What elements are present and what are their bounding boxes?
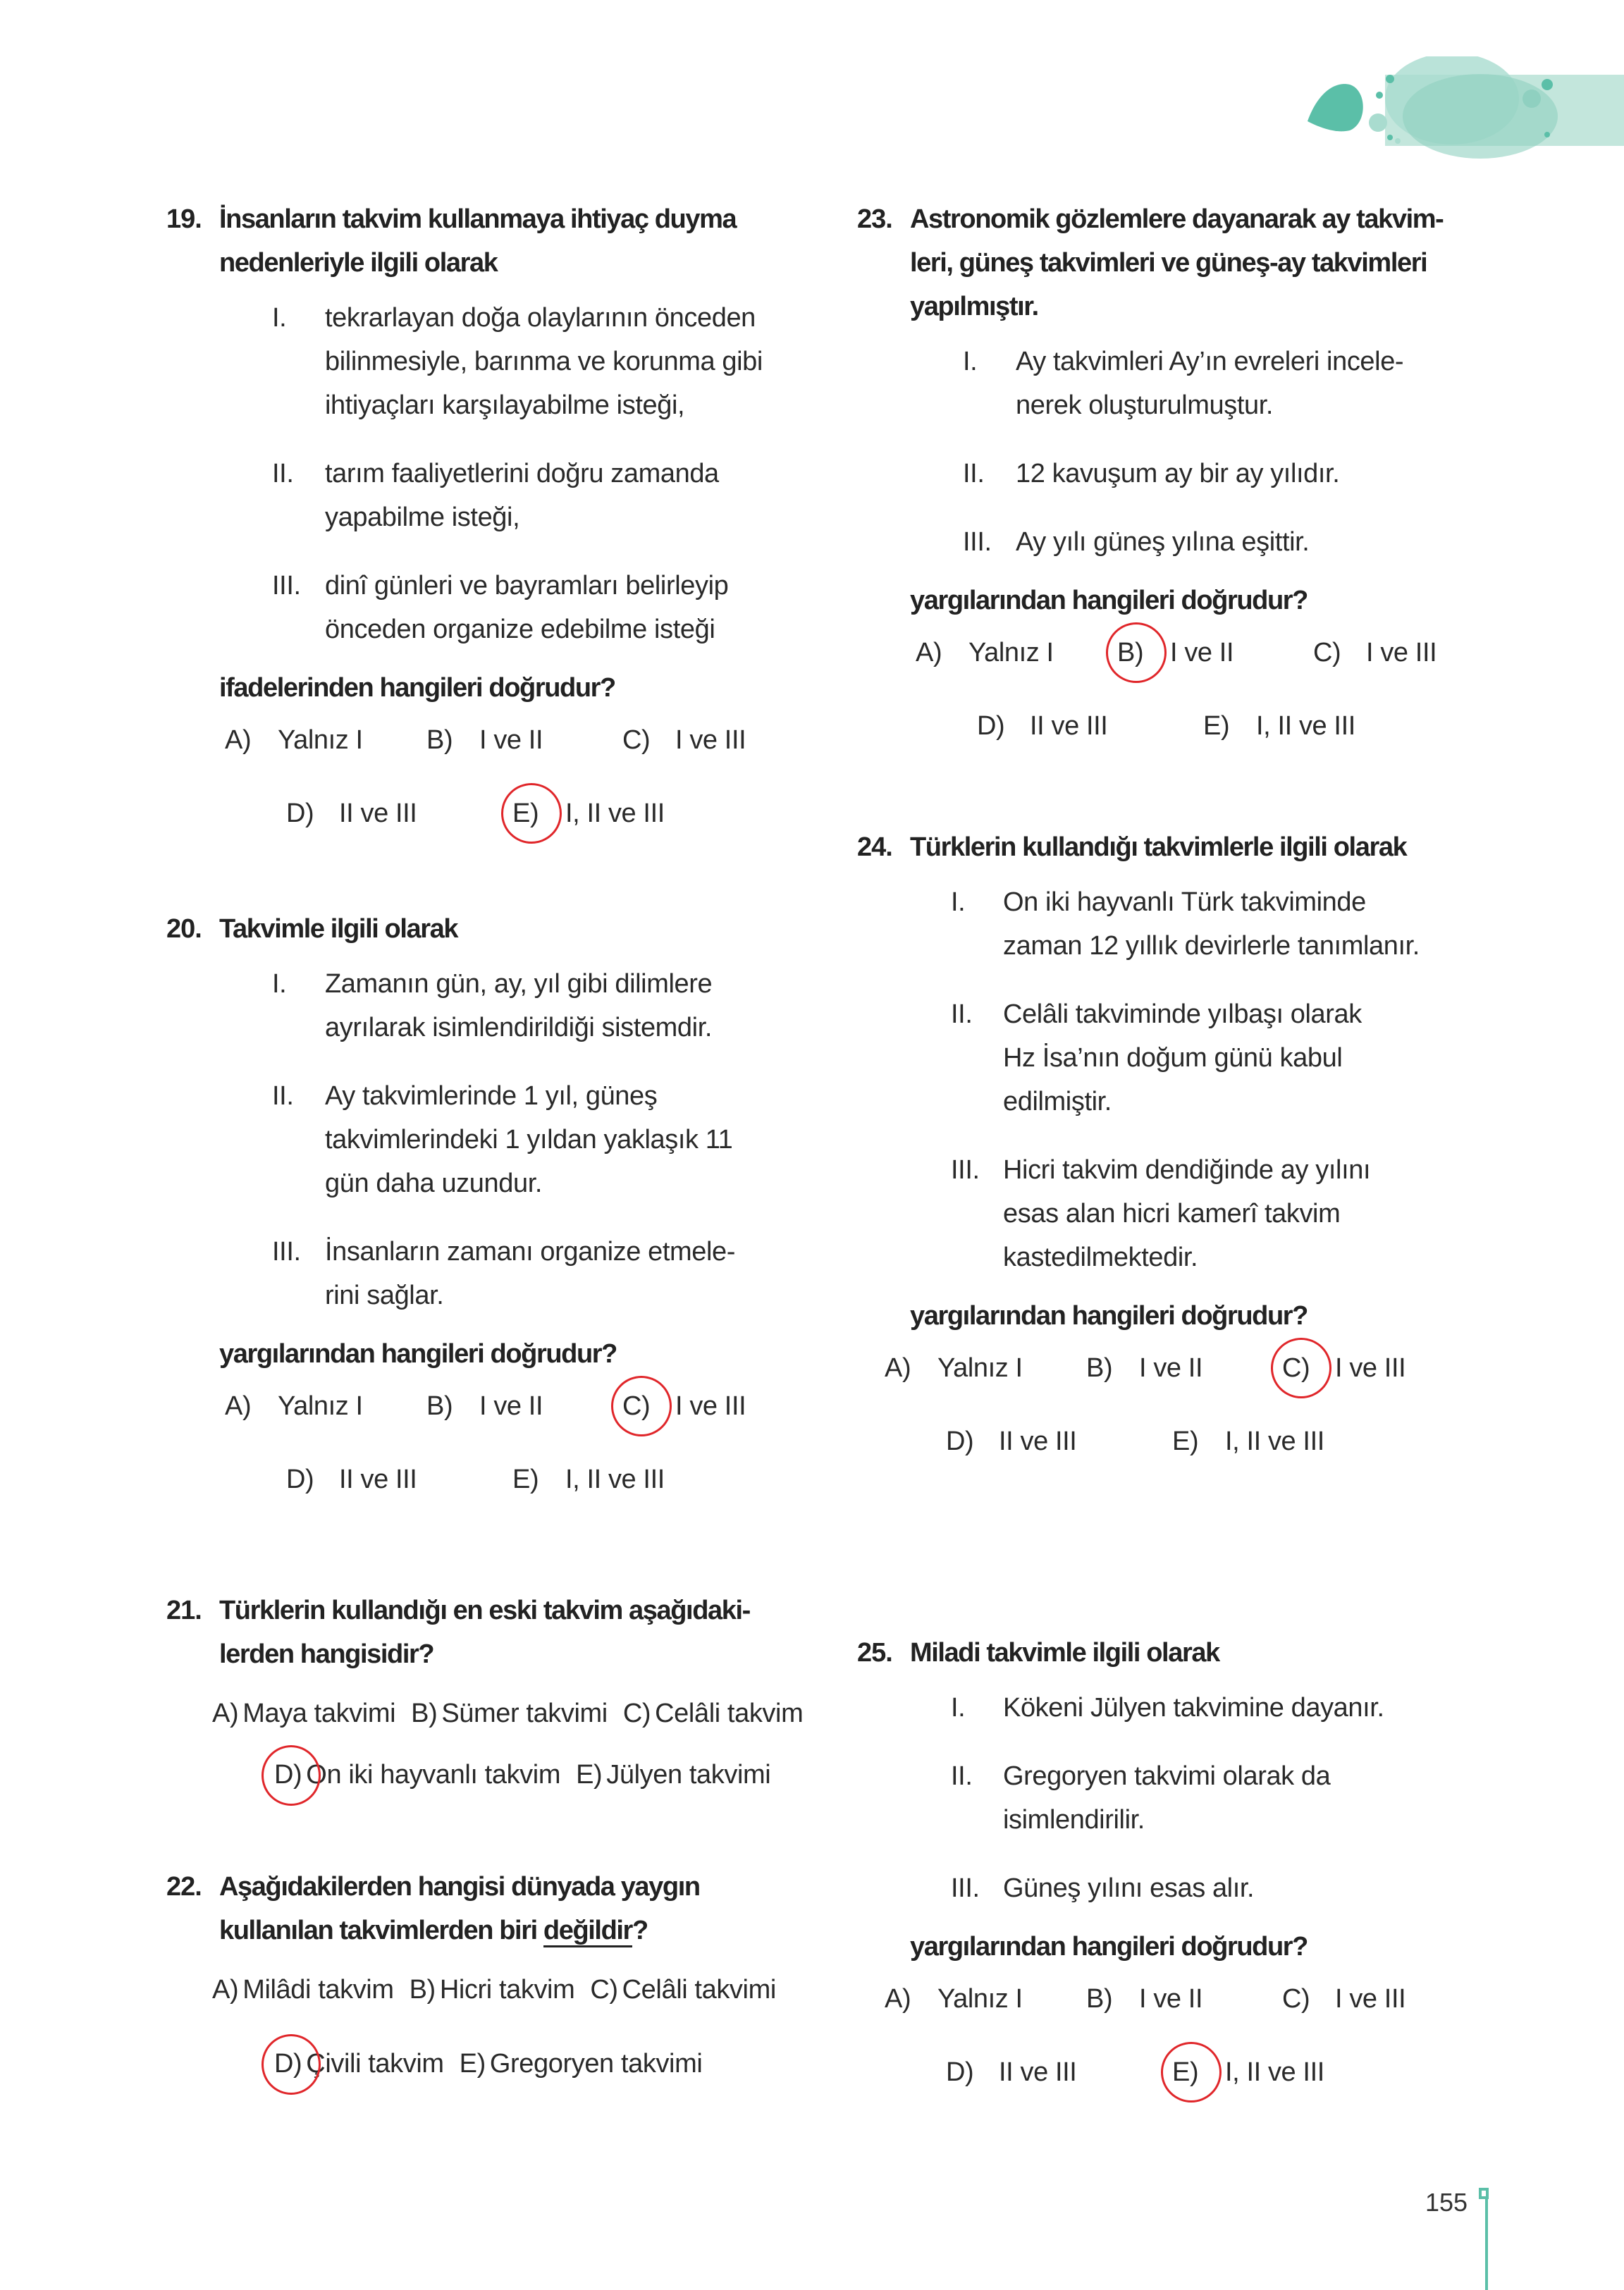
option-label: C) (1313, 638, 1341, 667)
statement-item (219, 452, 843, 539)
page-number-bracket (1485, 2191, 1488, 2290)
statement-text (1003, 1148, 1534, 1279)
statement-line: 12 kavuşum ay bir ay yılıdır. (1016, 459, 1340, 488)
answer-option-b[interactable] (1117, 631, 1234, 675)
statement-item (910, 1866, 1534, 1910)
statement-line: kastedilmektedir. (1003, 1243, 1198, 1272)
statement-line: edilmiştir. (1003, 1087, 1112, 1116)
statement-numeral: II. (951, 1761, 973, 1791)
statement-numeral: III. (951, 1873, 980, 1903)
option-value: I, II ve III (1256, 711, 1355, 741)
answer-option-c[interactable] (623, 1699, 803, 1728)
question-stem-line (219, 241, 843, 285)
statement-line: yapabilme isteği, (325, 503, 520, 532)
option-label: E) (1203, 711, 1230, 741)
answer-option-a[interactable] (885, 1977, 1023, 2021)
statement-numeral: III. (951, 1155, 980, 1185)
statement-line: İnsanların zamanı organize etmele- (325, 1237, 736, 1267)
answer-option-d[interactable] (946, 2050, 1076, 2094)
answer-option-d[interactable] (286, 792, 417, 835)
option-label: B) (411, 1699, 438, 1728)
option-value: I, II ve III (565, 1465, 665, 1494)
statement-list (910, 880, 1534, 1279)
statement-text (1016, 520, 1534, 564)
question-stem-line (219, 197, 843, 241)
page-number: 155 (1425, 2188, 1468, 2217)
statement-text (1003, 880, 1534, 968)
question-25 (857, 1631, 1534, 2125)
underlined-negation: değildir (543, 1916, 632, 1947)
statement-numeral: I. (272, 969, 287, 999)
option-value: Jülyen takvimi (606, 1760, 771, 1790)
question-stem-text: Miladi takvimle ilgili olarak (910, 1638, 1219, 1668)
option-value: I ve II (1139, 1984, 1203, 2014)
statement-text (325, 962, 843, 1049)
statement-line: isimlendirilir. (1003, 1805, 1145, 1835)
question-stem-line (219, 1909, 843, 1952)
statement-line: Ay yılı güneş yılına eşittir. (1016, 527, 1310, 557)
statement-numeral: III. (272, 1237, 301, 1267)
answer-option-c[interactable] (1282, 1346, 1405, 1390)
statement-line: Güneş yılını esas alır. (1003, 1873, 1255, 1903)
statement-list (219, 296, 843, 651)
question-stem-line (219, 1589, 843, 1632)
statement-item (910, 520, 1534, 564)
statement-list (910, 1686, 1534, 1910)
answer-option-c[interactable] (1313, 631, 1437, 675)
question-body (219, 907, 843, 1532)
page-number-bracket-cap (1479, 2188, 1489, 2199)
option-label: D) (274, 2042, 302, 2086)
answer-option-e[interactable] (512, 792, 665, 835)
question-body (910, 197, 1534, 779)
option-value: Gregoryen takvimi (489, 2049, 703, 2079)
answer-option-d[interactable] (977, 704, 1107, 748)
option-value: Celâli takvimi (622, 1975, 776, 2005)
option-label: C) (622, 725, 651, 755)
option-label: A) (916, 638, 942, 667)
option-value: II ve III (999, 2057, 1077, 2087)
question-number: 24. (857, 832, 892, 862)
question-stem-line (910, 197, 1534, 241)
statement-numeral: III. (272, 571, 301, 601)
option-label: C) (1282, 1346, 1335, 1390)
statement-line: Hz İsa’nın doğum günü kabul (1003, 1043, 1343, 1073)
question-body (219, 197, 843, 866)
answer-option-b[interactable] (426, 1384, 543, 1428)
question-stem-line (910, 1631, 1534, 1675)
option-value: Hicri takvim (439, 1975, 575, 2005)
option-label: A) (212, 1699, 239, 1728)
question-stem-text: Türklerin kullandığı en eski takvim aşağıdaki- (219, 1596, 750, 1625)
statement-item (910, 880, 1534, 968)
option-label: A) (885, 1984, 911, 2014)
question-prompt: yargılarından hangileri doğrudur? (910, 586, 1308, 615)
statement-line: On iki hayvanlı Türk takviminde (1003, 887, 1366, 917)
option-value: Milâdi takvim (242, 1975, 394, 2005)
answer-option-a[interactable] (225, 718, 363, 762)
statement-text (325, 564, 843, 651)
statement-line: dinî günleri ve bayramları belirleyip (325, 571, 729, 601)
statement-item (910, 452, 1534, 495)
question-stem-text: Takvimle ilgili olarak (219, 914, 458, 944)
option-value: I, II ve III (1225, 1427, 1324, 1456)
question-stem-line (219, 1632, 843, 1676)
option-value: II ve III (1030, 711, 1108, 741)
question-stem-text: kullanılan takvimlerden biri (219, 1916, 543, 1945)
statement-line: Kökeni Jülyen takvimine dayanır. (1003, 1693, 1384, 1723)
statement-numeral: II. (963, 459, 985, 488)
statement-numeral: I. (951, 887, 966, 917)
option-value: On iki hayvanlı takvim (306, 1760, 561, 1790)
option-label: A) (212, 1975, 239, 2005)
question-number: 19. (166, 204, 202, 234)
question-19 (166, 197, 843, 866)
option-value: Yalnız I (937, 1984, 1023, 2014)
option-label: E) (512, 1465, 539, 1494)
question-number: 21. (166, 1596, 202, 1625)
option-label: B) (426, 725, 453, 755)
option-value: I ve II (1170, 638, 1234, 667)
question-stem-text: leri, güneş takvimleri ve güneş-ay takvimleri (910, 248, 1427, 278)
statement-numeral: II. (951, 999, 973, 1029)
statement-line: Zamanın gün, ay, yıl gibi dilimlere (325, 969, 713, 999)
question-prompt: yargılarından hangileri doğrudur? (910, 1932, 1308, 1962)
option-value: I ve III (1366, 638, 1437, 667)
option-label: E) (512, 792, 565, 835)
option-label: B) (1086, 1353, 1113, 1383)
statement-line: nerek oluşturulmuştur. (1016, 390, 1274, 420)
statement-text (325, 452, 843, 539)
option-value: Celâli takvim (655, 1699, 804, 1728)
question-stem-text: Türklerin kullandığı takvimlerle ilgili olarak (910, 832, 1407, 862)
question-21 (166, 1589, 843, 1826)
answer-option-a[interactable] (212, 1975, 394, 2005)
option-value: Maya takvimi (242, 1699, 396, 1728)
question-20 (166, 907, 843, 1532)
question-prompt: yargılarından hangileri doğrudur? (219, 1339, 617, 1369)
question-stem-line (219, 907, 843, 951)
option-value: II ve III (999, 1427, 1077, 1456)
statement-line: Gregoryen takvimi olarak da (1003, 1761, 1331, 1791)
answer-option-b[interactable] (411, 1699, 608, 1728)
answer-options (885, 1346, 1534, 1494)
statement-line: Hicri takvim dendiğinde ay yılını (1003, 1155, 1371, 1185)
option-label: C) (590, 1975, 618, 2005)
option-label: A) (225, 725, 252, 755)
question-stem-line (910, 241, 1534, 285)
statement-line: bilinmesiyle, barınma ve korunma gibi (325, 347, 763, 376)
statement-text (325, 1230, 843, 1317)
question-number: 23. (857, 204, 892, 234)
question-stem-line (910, 825, 1534, 869)
question-body (885, 1631, 1534, 2125)
statement-item (219, 962, 843, 1049)
option-label: E) (459, 2049, 486, 2079)
option-value: I, II ve III (1225, 2057, 1324, 2087)
question-stem-text: Aşağıdakilerden hangisi dünyada yaygın (219, 1872, 700, 1902)
option-label: D) (274, 1753, 302, 1797)
answer-option-d[interactable] (274, 1760, 560, 1790)
statement-text (1003, 992, 1534, 1124)
option-label: B) (426, 1391, 453, 1421)
question-23 (857, 197, 1534, 779)
options-row (212, 1692, 818, 1735)
statement-item (910, 992, 1534, 1124)
answer-option-a[interactable] (916, 631, 1054, 675)
answer-option-d[interactable] (286, 1458, 417, 1501)
option-value: Yalnız I (937, 1353, 1023, 1383)
option-value: Yalnız I (968, 638, 1054, 667)
option-value: I ve III (1335, 1984, 1406, 2014)
answer-option-a[interactable] (212, 1699, 395, 1728)
question-stem-line (219, 1865, 843, 1909)
answer-option-e[interactable] (1172, 2050, 1324, 2094)
statement-text (1003, 1866, 1534, 1910)
statement-line: Celâli takviminde yılbaşı olarak (1003, 999, 1362, 1029)
option-label: E) (1172, 1427, 1199, 1456)
question-mark: ? (632, 1916, 648, 1945)
option-value: Çivili takvim (306, 2049, 444, 2079)
option-value: Yalnız I (278, 725, 363, 755)
answer-options (910, 631, 1534, 779)
statement-text (1016, 452, 1534, 495)
decorative-leaf-banner (1269, 56, 1624, 162)
statement-line: esas alan hicri kamerî takvim (1003, 1199, 1341, 1229)
option-label: C) (1282, 1984, 1310, 2014)
question-body (212, 1865, 843, 2102)
statement-item (910, 1148, 1534, 1279)
answer-option-c[interactable] (622, 1384, 746, 1428)
statement-item (219, 296, 843, 427)
statement-line: tarım faaliyetlerini doğru zamanda (325, 459, 719, 488)
question-body (212, 1589, 843, 1826)
option-value: I ve II (479, 1391, 543, 1421)
option-value: I ve II (1139, 1353, 1203, 1383)
statement-list (910, 340, 1534, 564)
option-label: D) (946, 1427, 974, 1456)
option-label: A) (885, 1353, 911, 1383)
option-label: E) (576, 1760, 603, 1790)
answer-option-b[interactable] (426, 718, 543, 762)
option-label: B) (1117, 631, 1170, 675)
answer-option-b[interactable] (1086, 1977, 1202, 2021)
option-label: D) (946, 2057, 974, 2087)
statement-line: rini sağlar. (325, 1281, 444, 1310)
answer-option-e[interactable] (512, 1458, 665, 1501)
question-22 (166, 1865, 843, 2102)
statement-item (910, 1754, 1534, 1842)
answer-option-c[interactable] (622, 718, 746, 762)
statement-text (325, 1074, 843, 1205)
answer-option-b[interactable] (410, 1975, 575, 2005)
option-value: II ve III (339, 799, 417, 828)
question-stem-text: İnsanların takvim kullanmaya ihtiyaç duyma (219, 204, 737, 234)
option-value: I ve III (675, 1391, 746, 1421)
statement-list (219, 962, 843, 1317)
statement-numeral: II. (272, 459, 294, 488)
statement-line: ayrılarak isimlendirildiği sistemdir. (325, 1013, 713, 1042)
answer-option-c[interactable] (1282, 1977, 1405, 2021)
question-number: 20. (166, 914, 202, 944)
question-stem-text: nedenleriyle ilgili olarak (219, 248, 498, 278)
option-label: D) (286, 799, 314, 828)
answer-options (885, 1977, 1534, 2125)
answer-option-e[interactable] (1172, 1420, 1324, 1463)
question-number: 25. (857, 1638, 892, 1668)
statement-text (325, 296, 843, 427)
statement-numeral: I. (272, 303, 287, 333)
statement-line: takvimlerindeki 1 yıldan yaklaşık 11 (325, 1125, 733, 1155)
question-stem-text: Astronomik gözlemlere dayanarak ay takvim- (910, 204, 1444, 234)
statement-item (910, 1686, 1534, 1730)
answer-option-c[interactable] (590, 1975, 776, 2005)
option-value: Yalnız I (278, 1391, 363, 1421)
answer-options (219, 1384, 843, 1532)
question-stem-text: lerden hangisidir? (219, 1639, 434, 1669)
answer-options (212, 1692, 843, 1826)
option-value: I ve II (479, 725, 543, 755)
statement-numeral: II. (272, 1081, 294, 1111)
question-stem-text: yapılmıştır. (910, 292, 1038, 321)
answer-options (219, 718, 843, 866)
options-row (274, 1753, 786, 1797)
statement-text (1003, 1754, 1534, 1842)
statement-numeral: III. (963, 527, 992, 557)
options-row (212, 1968, 792, 2012)
option-label: E) (1172, 2050, 1225, 2094)
option-label: D) (977, 711, 1005, 741)
statement-numeral: I. (951, 1693, 966, 1723)
statement-text (1003, 1686, 1534, 1730)
statement-numeral: I. (963, 347, 978, 376)
option-value: I ve III (675, 725, 746, 755)
option-value: Sümer takvimi (441, 1699, 608, 1728)
answer-option-e[interactable] (576, 1760, 770, 1790)
statement-text (1016, 340, 1534, 427)
statement-line: tekrarlayan doğa olaylarının önceden (325, 303, 756, 333)
statement-item (910, 340, 1534, 427)
answer-option-d[interactable] (274, 2049, 444, 2079)
option-label: D) (286, 1465, 314, 1494)
statement-line: önceden organize edebilme isteği (325, 615, 715, 644)
question-prompt: ifadelerinden hangileri doğrudur? (219, 673, 615, 703)
statement-line: Ay takvimlerinde 1 yıl, güneş (325, 1081, 658, 1111)
statement-item (219, 1230, 843, 1317)
option-label: B) (1086, 1984, 1113, 2014)
question-24 (857, 825, 1534, 1494)
question-number: 22. (166, 1872, 202, 1902)
option-label: C) (622, 1384, 675, 1428)
question-prompt: yargılarından hangileri doğrudur? (910, 1301, 1308, 1331)
answer-option-d[interactable] (946, 1420, 1076, 1463)
answer-option-a[interactable] (225, 1384, 363, 1428)
answer-option-e[interactable] (460, 2049, 703, 2079)
statement-line: Ay takvimleri Ay’ın evreleri incele- (1016, 347, 1404, 376)
option-value: II ve III (339, 1465, 417, 1494)
option-value: I, II ve III (565, 799, 665, 828)
answer-option-b[interactable] (1086, 1346, 1202, 1390)
statement-line: gün daha uzundur. (325, 1169, 543, 1198)
question-body (885, 825, 1534, 1494)
options-row (274, 2042, 718, 2086)
option-label: A) (225, 1391, 252, 1421)
answer-options (212, 1968, 843, 2102)
option-label: C) (622, 1699, 651, 1728)
statement-line: ihtiyaçları karşılayabilme isteği, (325, 390, 685, 420)
statement-line: zaman 12 yıllık devirlerle tanımlanır. (1003, 931, 1420, 961)
answer-option-e[interactable] (1203, 704, 1355, 748)
option-value: I ve III (1335, 1353, 1406, 1383)
statement-item (219, 564, 843, 651)
statement-item (219, 1074, 843, 1205)
question-stem-line (910, 285, 1534, 328)
option-label: B) (409, 1975, 436, 2005)
answer-option-a[interactable] (885, 1346, 1023, 1390)
